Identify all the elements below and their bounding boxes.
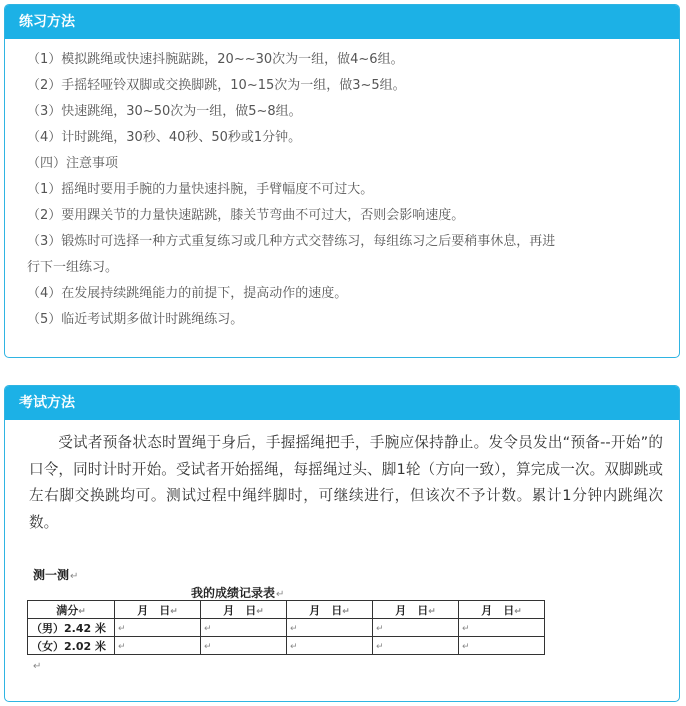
cell-mark: ↵ bbox=[118, 624, 126, 634]
score-cell bbox=[459, 637, 545, 655]
header-date-4 bbox=[373, 601, 459, 619]
note-line-4: （4）在发展持续跳绳能力的前提下，提高动作的速度。 bbox=[27, 286, 348, 301]
note-line-3-cont: 行下一组练习。 bbox=[27, 260, 119, 275]
table-row-male bbox=[28, 619, 545, 637]
paragraph-mark: ↵ bbox=[70, 571, 79, 582]
row-label-male: （男）2.42 米 bbox=[28, 619, 115, 637]
row-label-female: （女）2.02 米 bbox=[28, 637, 115, 655]
test-heading-text: 测一测 bbox=[33, 568, 70, 582]
note-line-3: （3）锻炼时可选择一种方式重复练习或几种方式交替练习，每组练习之后要稍事休息，再进 bbox=[27, 234, 556, 249]
header-full-score-text: 满分 bbox=[56, 603, 79, 617]
exam-method-card bbox=[4, 385, 680, 702]
end-paragraph-mark: ↵ bbox=[33, 661, 42, 672]
cell-mark: ↵ bbox=[78, 606, 86, 617]
cell-mark: ↵ bbox=[462, 624, 470, 634]
date-text: 月 日 bbox=[223, 603, 257, 617]
record-table-title-text: 我的成绩记录表 bbox=[191, 586, 276, 600]
practice-line-2: （2）手摇轻哑铃双脚或交换脚跳，10~15次为一组，做3~5组。 bbox=[27, 78, 406, 93]
cell-mark: ↵ bbox=[342, 606, 350, 617]
header-date-2 bbox=[201, 601, 287, 619]
practice-line-4: （4）计时跳绳，30秒、40秒、50秒或1分钟。 bbox=[27, 130, 302, 145]
notes-heading: （四）注意事项 bbox=[27, 156, 119, 171]
score-cell bbox=[459, 619, 545, 637]
note-line-5: （5）临近考试期多做计时跳绳练习。 bbox=[27, 312, 244, 327]
note-line-2: （2）要用踝关节的力量快速踮跳，膝关节弯曲不可过大，否则会影响速度。 bbox=[27, 208, 465, 223]
header-full-score bbox=[28, 601, 115, 619]
cell-mark: ↵ bbox=[118, 642, 126, 652]
cell-mark: ↵ bbox=[290, 624, 298, 634]
cell-mark: ↵ bbox=[204, 642, 212, 652]
cell-mark: ↵ bbox=[204, 624, 212, 634]
practice-line-1: （1）模拟跳绳或快速抖腕踮跳，20~~30次为一组，做4~6组。 bbox=[27, 52, 404, 67]
practice-method-card bbox=[4, 4, 680, 358]
score-cell bbox=[373, 637, 459, 655]
table-header-row bbox=[28, 601, 545, 619]
test-heading bbox=[33, 566, 78, 583]
practice-method-list bbox=[5, 39, 679, 333]
header-date-3 bbox=[287, 601, 373, 619]
cell-mark: ↵ bbox=[290, 642, 298, 652]
cell-mark: ↵ bbox=[376, 642, 384, 652]
header-date-1 bbox=[115, 601, 201, 619]
score-cell bbox=[115, 637, 201, 655]
cell-mark: ↵ bbox=[376, 624, 384, 634]
score-record-table bbox=[27, 600, 545, 655]
date-text: 月 日 bbox=[395, 603, 429, 617]
date-text: 月 日 bbox=[481, 603, 515, 617]
practice-line-3: （3）快速跳绳，30~50次为一组，做5~8组。 bbox=[27, 104, 302, 119]
score-cell bbox=[373, 619, 459, 637]
header-date-5 bbox=[459, 601, 545, 619]
cell-mark: ↵ bbox=[170, 606, 178, 617]
practice-method-title: 练习方法 bbox=[5, 5, 679, 39]
cell-mark: ↵ bbox=[514, 606, 522, 617]
cell-mark: ↵ bbox=[428, 606, 436, 617]
score-cell bbox=[201, 619, 287, 637]
table-row-female bbox=[28, 637, 545, 655]
cell-mark: ↵ bbox=[256, 606, 264, 617]
date-text: 月 日 bbox=[309, 603, 343, 617]
paragraph-mark: ↵ bbox=[276, 589, 285, 600]
score-cell bbox=[287, 637, 373, 655]
date-text: 月 日 bbox=[137, 603, 171, 617]
score-cell bbox=[287, 619, 373, 637]
note-line-1: （1）摇绳时要用手腕的力量快速抖腕，手臂幅度不可过大。 bbox=[27, 182, 374, 197]
exam-method-title: 考试方法 bbox=[5, 386, 679, 420]
record-table-title bbox=[191, 584, 284, 601]
score-cell bbox=[201, 637, 287, 655]
score-cell bbox=[115, 619, 201, 637]
exam-method-paragraph: 受试者预备状态时置绳于身后，手握摇绳把手，手腕应保持静止。发令员发出“预备--开始”的口令，同时计时开始。受试者开始摇绳，每摇绳过头、脚1轮（方向一致），算完成一次。双脚跳或左右脚交换跳均可。测试过程中绳绊脚时，可继续进行，但该次不予计数。累计1分钟内跳绳次数。 bbox=[29, 434, 663, 531]
cell-mark: ↵ bbox=[462, 642, 470, 652]
